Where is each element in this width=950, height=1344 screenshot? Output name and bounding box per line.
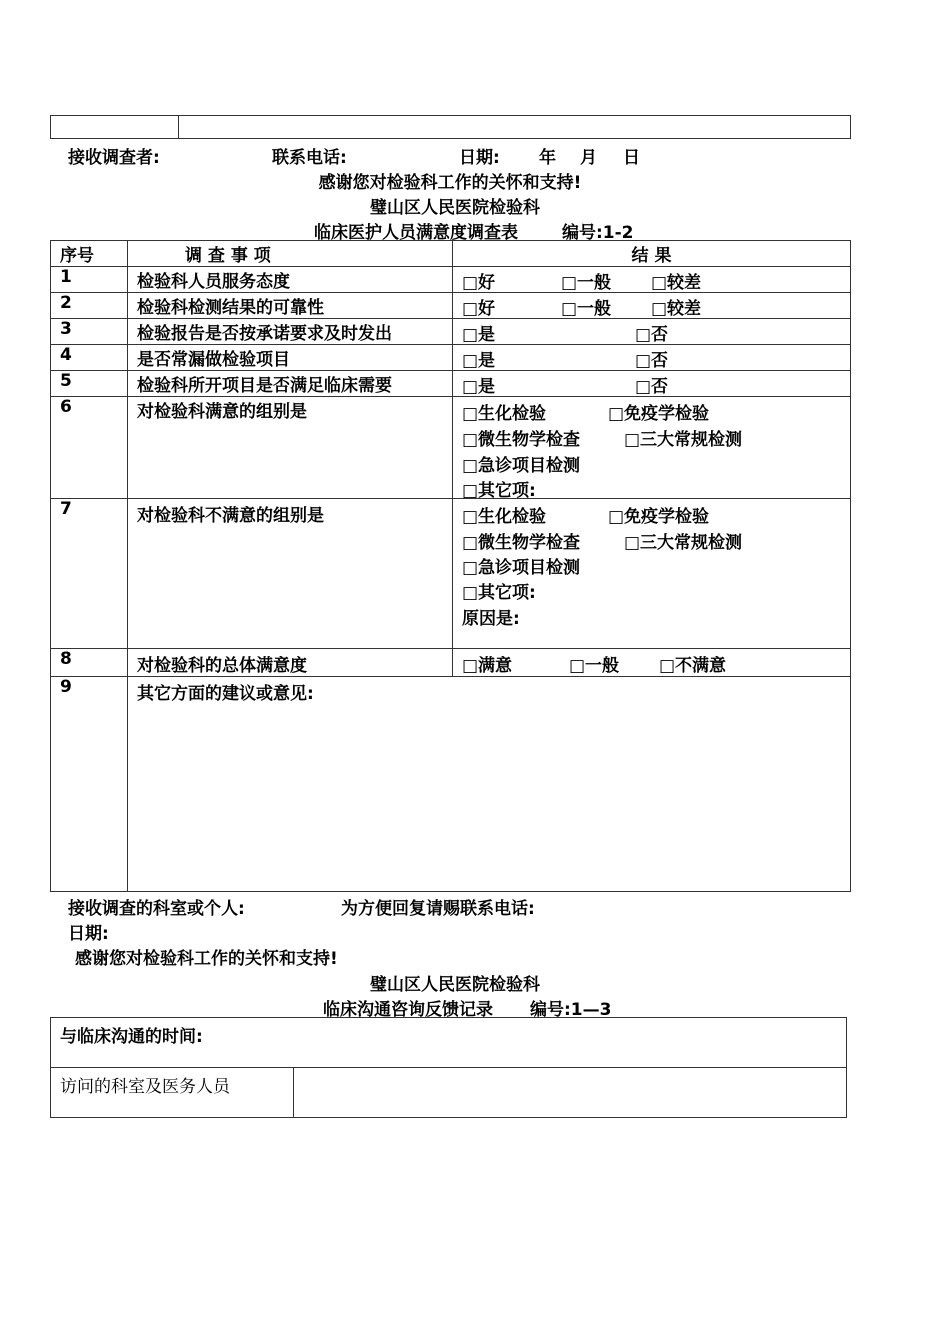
option-checkbox[interactable]: □较差 — [651, 273, 702, 293]
row-item: 对检验科的总体满意度 — [128, 649, 453, 677]
row-result — [453, 499, 851, 649]
row-no: 8 — [51, 649, 128, 677]
table-row — [51, 397, 851, 499]
table-row — [51, 677, 851, 892]
row-result — [453, 293, 851, 319]
reason-label: 原因是: — [462, 609, 520, 629]
col-item-header: 调 查 事 项 — [128, 241, 453, 267]
table-row — [51, 319, 851, 345]
row-item: 检验科所开项目是否满足临床需要 — [128, 371, 453, 397]
footer-thanks: 感谢您对检验科工作的关怀和支持! — [75, 949, 338, 969]
row-result — [453, 371, 851, 397]
option-checkbox[interactable]: □其它项: — [462, 583, 536, 603]
option-checkbox[interactable]: □否 — [635, 351, 669, 371]
record-visit-label: 访问的科室及医务人员 — [51, 1068, 294, 1118]
date-label: 日期: — [459, 148, 500, 168]
record-code: 编号:1—3 — [530, 1000, 612, 1020]
row-no: 2 — [51, 293, 128, 319]
row-item: 是否常漏做检验项目 — [128, 345, 453, 371]
top-blank-cell-1 — [51, 116, 179, 139]
option-checkbox[interactable]: □是 — [462, 325, 496, 345]
row-item: 检验科人员服务态度 — [128, 267, 453, 293]
option-checkbox[interactable]: □较差 — [651, 299, 702, 319]
row-item: 检验报告是否按承诺要求及时发出 — [128, 319, 453, 345]
option-checkbox[interactable]: □微生物学检查 — [462, 533, 581, 553]
org-name: 璧山区人民医院检验科 — [370, 198, 540, 218]
footer-dept-label: 接收调查的科室或个人: — [68, 899, 245, 919]
row-result — [453, 397, 851, 499]
option-checkbox[interactable]: □其它项: — [462, 481, 536, 501]
date-month: 月 — [580, 148, 597, 168]
option-checkbox[interactable]: □生化检验 — [462, 404, 547, 424]
receiver-label: 接收调查者: — [68, 148, 160, 168]
top-blank-cell-2 — [179, 116, 851, 139]
table-row — [51, 345, 851, 371]
date-year: 年 — [539, 148, 556, 168]
option-checkbox[interactable]: □是 — [462, 351, 496, 371]
row-no: 7 — [51, 499, 128, 649]
suggestion-cell[interactable] — [128, 677, 851, 892]
row-no: 9 — [51, 677, 128, 892]
date-day: 日 — [623, 148, 640, 168]
option-checkbox[interactable]: □免疫学检验 — [608, 404, 710, 424]
col-result-header: 结 果 — [453, 241, 851, 267]
option-checkbox[interactable]: □不满意 — [659, 656, 727, 676]
row-result — [453, 319, 851, 345]
option-checkbox[interactable]: □急诊项目检测 — [462, 456, 581, 476]
survey-title: 临床医护人员满意度调查表 — [314, 223, 518, 243]
table-row — [51, 371, 851, 397]
option-checkbox[interactable]: □否 — [635, 377, 669, 397]
top-blank-table — [50, 115, 851, 139]
option-checkbox[interactable]: □是 — [462, 377, 496, 397]
option-checkbox[interactable]: □好 — [462, 273, 496, 293]
col-no-header: 序号 — [51, 241, 128, 267]
row-result — [453, 267, 851, 293]
table-row — [51, 499, 851, 649]
survey-table — [50, 240, 851, 892]
record-time-label: 与临床沟通的时间: — [60, 1027, 203, 1047]
option-checkbox[interactable]: □一般 — [561, 299, 612, 319]
option-checkbox[interactable]: □急诊项目检测 — [462, 558, 581, 578]
footer-date-label: 日期: — [68, 924, 109, 944]
survey-code: 编号:1-2 — [562, 223, 634, 243]
record-title: 临床沟通咨询反馈记录 — [323, 1000, 493, 1020]
row-result — [453, 649, 851, 677]
table-row — [51, 649, 851, 677]
option-checkbox[interactable]: □免疫学检验 — [608, 507, 710, 527]
footer-reply-phone-label: 为方便回复请赐联系电话: — [341, 899, 535, 919]
record-table — [50, 1017, 847, 1118]
row-no: 1 — [51, 267, 128, 293]
option-checkbox[interactable]: □一般 — [561, 273, 612, 293]
table-row — [51, 293, 851, 319]
row-no: 5 — [51, 371, 128, 397]
row-no: 3 — [51, 319, 128, 345]
record-visit-value[interactable] — [294, 1068, 847, 1118]
row-item: 检验科检测结果的可靠性 — [128, 293, 453, 319]
footer-org: 璧山区人民医院检验科 — [370, 975, 540, 995]
row-item: 对检验科不满意的组别是 — [128, 499, 453, 649]
phone-label: 联系电话: — [272, 148, 347, 168]
option-checkbox[interactable]: □微生物学检查 — [462, 430, 581, 450]
option-checkbox[interactable]: □一般 — [569, 656, 620, 676]
table-row — [51, 267, 851, 293]
row-item: 对检验科满意的组别是 — [128, 397, 453, 499]
option-checkbox[interactable]: □好 — [462, 299, 496, 319]
record-time-cell[interactable] — [51, 1018, 847, 1068]
option-checkbox[interactable]: □否 — [635, 325, 669, 345]
row-result — [453, 345, 851, 371]
option-checkbox[interactable]: □满意 — [462, 656, 513, 676]
row-item: 其它方面的建议或意见: — [137, 684, 314, 704]
option-checkbox[interactable]: □三大常规检测 — [624, 430, 743, 450]
row-no: 4 — [51, 345, 128, 371]
thanks-text: 感谢您对检验科工作的关怀和支持! — [318, 173, 582, 193]
row-no: 6 — [51, 397, 128, 499]
option-checkbox[interactable]: □三大常规检测 — [624, 533, 743, 553]
option-checkbox[interactable]: □生化检验 — [462, 507, 547, 527]
